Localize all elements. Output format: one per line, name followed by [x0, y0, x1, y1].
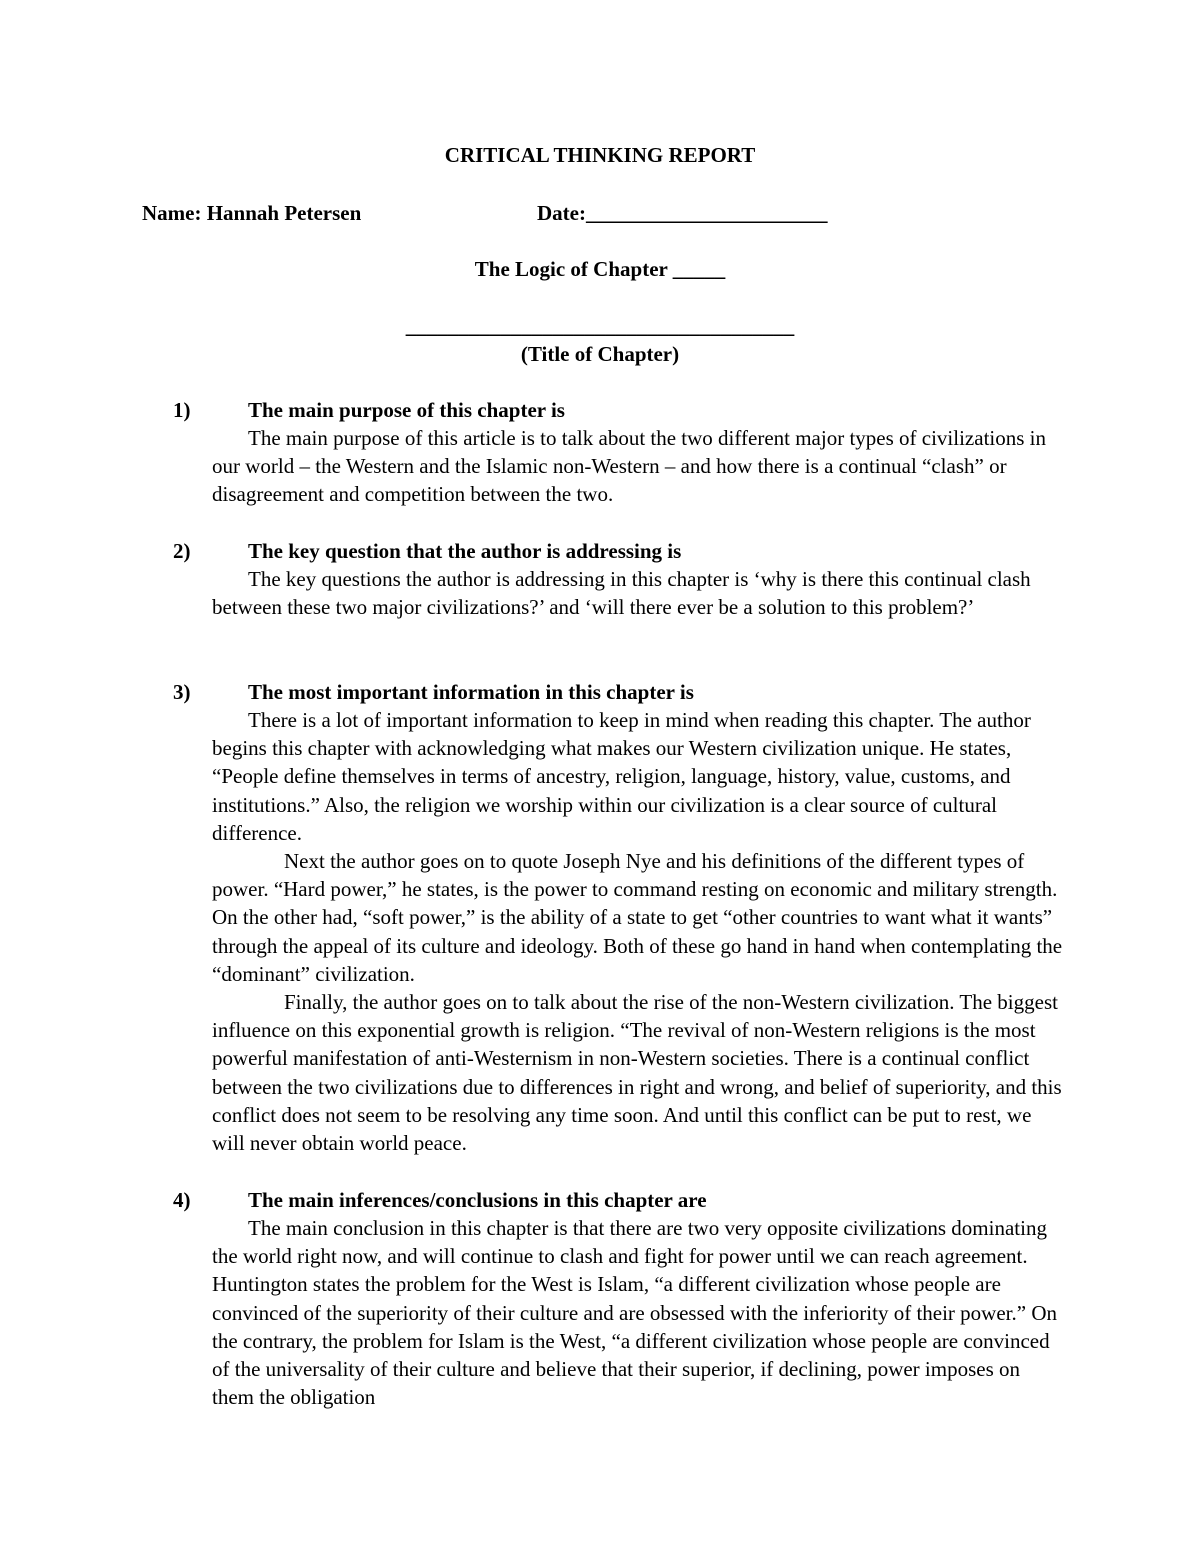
chapter-number-line: The Logic of Chapter _____	[474, 257, 726, 281]
paragraph: Finally, the author goes on to talk about the rise of the non-Western civilization. The biggest influence on this exponential growth is religion. “The revival of non-Western religions is the most powerful manifestation of anti-Westernism in non-Western societies. There is a continual conflict between the two civilizations due to differences in right and wrong, and belief of superiority, and this conflict does not seem to be resolving any time soon. And until this conflict can be put to rest, we will never obtain world peace.	[212, 990, 1062, 1156]
section-heading: The most important information in this chapter is	[248, 680, 694, 704]
paragraph: The key questions the author is addressing in this chapter is ‘why is there this continual clash between these two major civilizations?’ and ‘will there ever be a solution to this problem?’	[212, 567, 1031, 620]
name-field: Name: Hannah Petersen	[142, 201, 362, 225]
paragraph: Next the author goes on to quote Joseph Nye and his definitions of the different types of power. “Hard power,” he states, is the power to command resting on economic and military strength. On the other had, “soft power,” is the ability of a state to get “other countries to want what it wants” through the appeal of its culture and ideology. Both of these go hand in hand when contemplating the “dominant” civilization.	[212, 849, 1063, 986]
section-heading: The main inferences/conclusions in this chapter are	[248, 1188, 707, 1212]
section-body	[212, 424, 1064, 509]
paragraph: There is a lot of important information to keep in mind when reading this chapter. The author begins this chapter with acknowledging what makes our Western civilization unique. He states, “People define themselves in terms of ancestry, religion, language, history, value, customs, and institutions.” Also, the religion we worship within our civilization is a clear source of cultural difference.	[212, 708, 1031, 845]
section-body	[212, 565, 1064, 621]
paragraph: The main conclusion in this chapter is that there are two very opposite civilizations dominating the world right now, and will continue to clash and fight for power until we can reach agreement. Huntington states the problem for the West is Islam, “a different civilization whose people are convinced of the superiority of their culture and are obsessed with the inferiority of their power.” On the contrary, the problem for Islam is the West, “a different civilization whose people are convinced of the universality of their culture and believe that their superior, if declining, power imposes on them the obligation	[212, 1216, 1057, 1410]
section-number: 2)	[173, 539, 191, 563]
section-number: 4)	[173, 1188, 191, 1212]
chapter-title-caption: (Title of Chapter)	[520, 342, 680, 366]
section-body	[212, 706, 1064, 1157]
date-field: Date:_______________________	[537, 201, 828, 225]
section-number: 3)	[173, 680, 191, 704]
chapter-title-blank: _____________________________________	[405, 314, 795, 338]
section-body	[212, 1214, 1064, 1411]
paragraph: The main purpose of this article is to talk about the two different major types of civilizations in our world – the Western and the Islamic non-Western – and how there is a continual “clash” or disagreement and competition between the two.	[212, 426, 1046, 507]
section-heading: The main purpose of this chapter is	[248, 398, 565, 422]
section-heading: The key question that the author is addressing is	[248, 539, 682, 563]
report-title: CRITICAL THINKING REPORT	[444, 143, 756, 167]
section-number: 1)	[173, 398, 191, 422]
